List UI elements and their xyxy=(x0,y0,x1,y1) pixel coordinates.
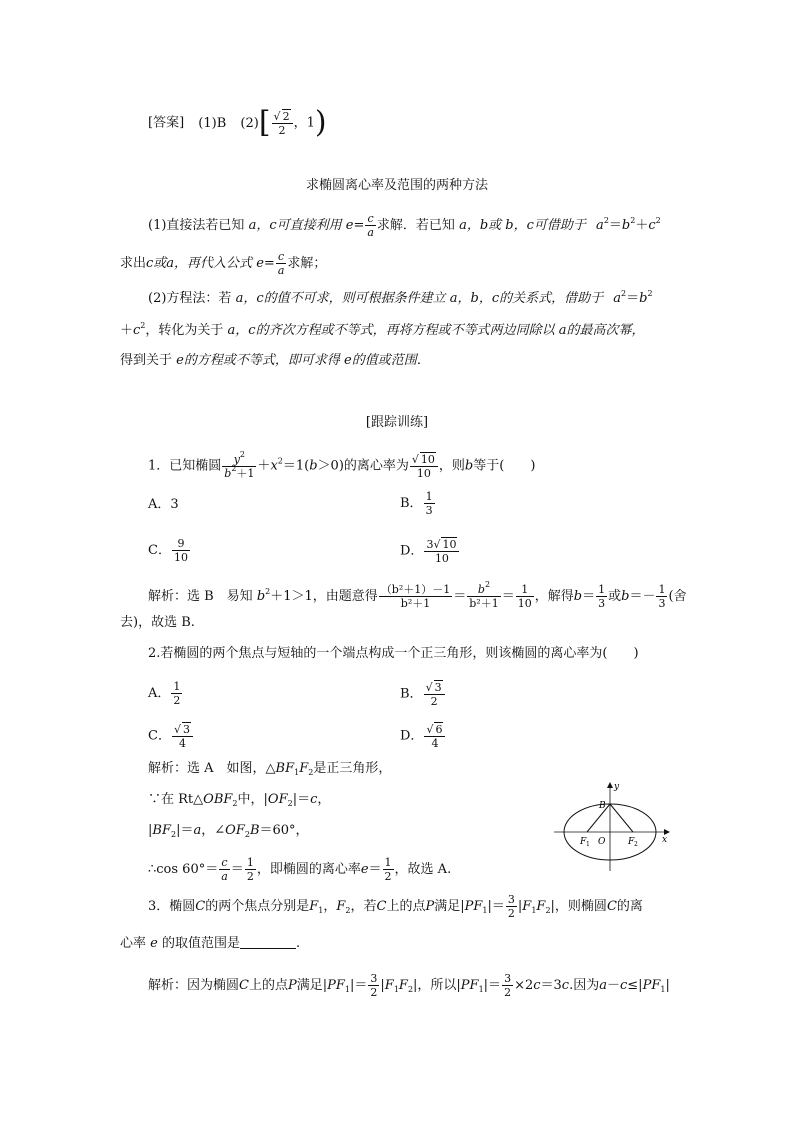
practice-title: [跟踪训练] xyxy=(365,415,429,430)
answer-frac: $\frac{√ 2}{2}$ xyxy=(272,109,293,137)
q1-option-a: A．3 xyxy=(148,497,179,512)
c-over-a: $\frac{c}{a}$ xyxy=(367,212,374,239)
segment-bf2 xyxy=(610,804,633,832)
method-title: 求椭圆离心率及范围的两种方法 xyxy=(305,178,488,193)
q2-option-a: A． $\frac{1}{2}$ xyxy=(148,680,181,707)
ellipse-figure xyxy=(550,776,674,872)
q1-solution-line2: 去)，故选 B. xyxy=(120,615,195,630)
method1-line2: 求出c或a，再代入公式 e= $\frac{c}{a}$ 求解； xyxy=(120,250,327,277)
y-axis-arrow-icon xyxy=(607,782,613,788)
answer-rest: ，1 xyxy=(293,115,315,131)
point-f1-sub: 1 xyxy=(586,841,590,848)
method2-line3: 得到关于 e的方程或不等式，即可求得 e的值或范围． xyxy=(120,353,430,368)
method1-line1: (1)直接法若已知 a，c可直接利用 e= $\frac{c}{a}$ 求解．若已知 a，b或 b，c可借助于 $a^2=b^2+c^2$ xyxy=(148,212,661,239)
q3-stem-line1: 3．椭圆C的两个焦点分别是$F_1$，$F_2$，若C上的点P满足$|PF_1|=$ $\frac{3}{2}$ $|F_1F_2|$，则椭圆C的离 xyxy=(148,893,643,920)
q2-solution-line4: ∴cos 60°＝ $\frac{c}{a}$ ＝ $\frac{1}{2}$ ，即椭圆的离心率e＝ $\frac{1}{2}$ ，故选 A. xyxy=(148,856,452,883)
answer-line xyxy=(148,105,327,140)
method2-line2: $+c^2$，转化为关于 a，c的齐次方程或不等式，再将方程或不等式两边同除以 a的最高次幂， xyxy=(120,321,645,338)
q1-option-b: B． $\frac{1}{3}$ xyxy=(400,490,433,517)
q2-option-c: C． $\frac{√ 3}{4}$ xyxy=(148,722,194,750)
answer-part1: (1)B xyxy=(198,115,227,131)
q2-option-b: B． $\frac{√ 3}{2}$ xyxy=(400,680,446,708)
q3-solution-line1: 解析：因为椭圆C上的点P满足$|PF_1|=$ $\frac{3}{2}$ $|F_1F_2|$，所以$|PF_1|=$ $\frac{3}{2}$ ×2c＝3c.因为$a-c\le|PF_1|$ xyxy=(148,972,670,999)
q1-stem: 1．已知椭圆 $\frac{y^2}{b^2+1}$ $+x^2=1(b>0)$的离心率为 $\frac{√ 10}{10}$ ，则b等于( ) xyxy=(148,449,536,480)
point-f2-sub: 2 xyxy=(634,841,638,848)
point-o-label: O xyxy=(598,837,606,847)
q2-option-d: D． $\frac{√ 6}{4}$ xyxy=(400,722,446,750)
q2-solution-line1: 解析：选 A 如图，$\triangle BF_1F_2$是正三角形， xyxy=(148,761,392,777)
q1-solution-line1: 解析：选 B 易知 $b^2+1>1$，由题意得 $\frac{\text{（b²＋1）－1}}{\text{b²＋1}}$ ＝ $\frac{b^2}{\text{b²＋1}}$ ＝ $\frac{1}{10}$ ，解得b＝ $\frac{1}{3}$ 或b＝－ $\frac{1}{3}$ (舍 xyxy=(148,580,687,610)
point-f2-label: F xyxy=(628,837,635,847)
point-f1-label: F xyxy=(580,837,587,847)
x-axis-label: x xyxy=(662,835,668,845)
y-axis-label: y xyxy=(614,782,620,792)
q3-stem-line2: 心率 e 的取值范围是 . xyxy=(120,936,301,951)
q2-solution-line2: ∵在 $Rt\triangle OBF_2$中，$|OF_2|=c$， xyxy=(148,792,331,808)
q1-frac-y: $\frac{y^2}{b^2+1}$ xyxy=(224,449,255,480)
answer-part2: (2) xyxy=(240,115,259,131)
answer-blank xyxy=(240,936,296,949)
method2-line1: (2)方程法：若 a，c的值不可求，则可根据条件建立 a，b，c的关系式，借助于 $a^2=b^2$ xyxy=(148,289,653,306)
q2-stem: 2.若椭圆的两个焦点与短轴的一个端点构成一个正三角形，则该椭圆的离心率为( ) xyxy=(148,646,639,661)
q1-option-d: D． $\frac{3√ 10}{10}$ xyxy=(400,537,460,565)
q1-frac-e: $\frac{√ 10}{10}$ xyxy=(410,452,438,480)
q2-solution-line3: $|BF_2|=a$，$\angle OF_2B=60^\circ$， xyxy=(148,823,309,839)
answer-close-paren: ) xyxy=(314,105,327,140)
answer-label: [答案] xyxy=(148,115,185,131)
point-b-label: B xyxy=(599,801,606,811)
q1-option-c: C． $\frac{9}{10}$ xyxy=(148,537,188,564)
answer-open-bracket: [ xyxy=(258,105,271,140)
